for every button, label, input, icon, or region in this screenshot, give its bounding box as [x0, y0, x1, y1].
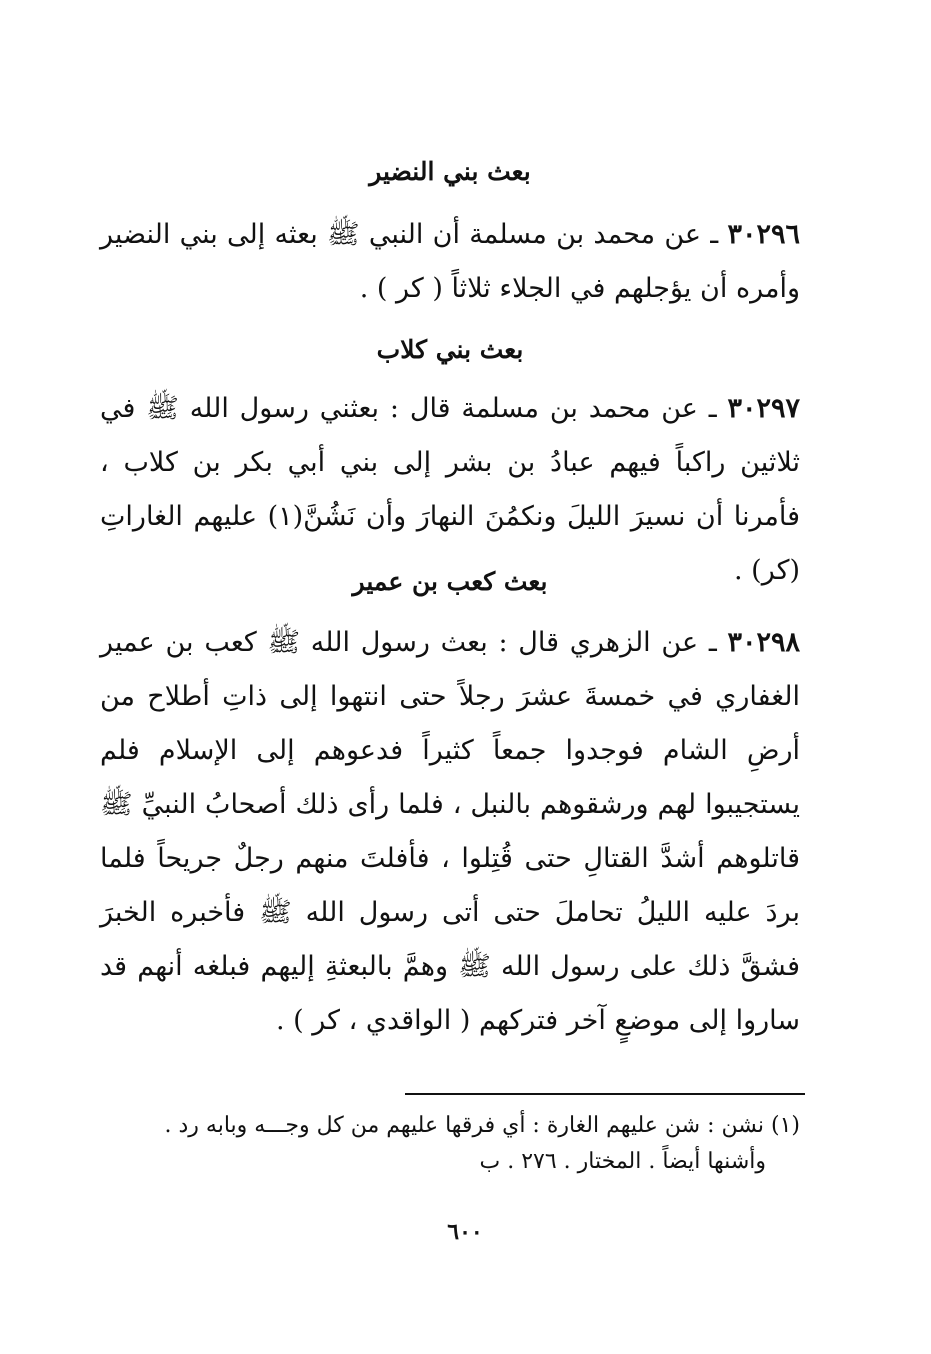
footnote-divider — [405, 1093, 805, 1095]
hadith-text: ـ عن الزهري قال : بعث رسول الله ﷺ كعب بن عمير الغفاري في خمسةَ عشرَ رجلاً حتى انتهوا إلى ذاتِ أطلاح من أرضِ الشام فوجدوا جمعاً كثيراً فدعوهم إلى الإسلام فلم يستجيبوا لهم ورشقوهم بالنبل ، فلما رأى ذلك أصحابُ النبيِّ ﷺ قاتلوهم أشدَّ القتالِ حتى قُتِلوا ، فأفلتَ منهم رجلٌ جريحاً فلما بردَ عليه الليلُ تحاملَ حتى أتى رسول الله ﷺ فأخبره الخبرَ فشقَّ ذلك على رسول الله ﷺ وهمَّ بالبعثةِ إليهم فبلغه أنهم قد ساروا إلى موضعٍ آخر فتركهم ( الواقدي ، كر ) . — [100, 627, 800, 1036]
section-heading: بعث بني النضير — [369, 157, 531, 186]
hadith-text: ـ عن محمد بن مسلمة قال : بعثني رسول الله ﷺ في ثلاثين راكباً فيهم عبادُ بن بشر إلى بني أبي بكر بن كلاب ، فأمرنا أن نسيرَ الليلَ ونكمُنَ النهارَ وأن نَشُنَّ(١) عليهم الغاراتِ (كر) . — [100, 393, 800, 586]
section-heading: بعث كعب بن عمير — [352, 567, 548, 596]
footnote-line: (١) نشن : شن عليهم الغارة : أي فرقها عليهم من كل وجـــه وبابه رد . — [164, 1113, 800, 1138]
page-number: ٦٠٠ — [447, 1219, 483, 1245]
hadith-paragraph — [100, 208, 800, 316]
footnote-line: وأشنها أيضاً . المختار . ٢٧٦ . ب — [479, 1149, 766, 1174]
section-heading: بعث بني كلاب — [376, 335, 524, 364]
footnote — [100, 1108, 800, 1180]
hadith-text: ـ عن محمد بن مسلمة أن النبي ﷺ بعثه إلى بني النضير وأمره أن يؤجلهم في الجلاء ثلاثاً ( كر ) . — [100, 219, 800, 304]
hadith-number: ٣٠٢٩٧ — [727, 393, 800, 424]
hadith-number: ٣٠٢٩٨ — [727, 627, 800, 658]
hadith-paragraph — [100, 616, 800, 1048]
hadith-number: ٣٠٢٩٦ — [727, 219, 800, 250]
